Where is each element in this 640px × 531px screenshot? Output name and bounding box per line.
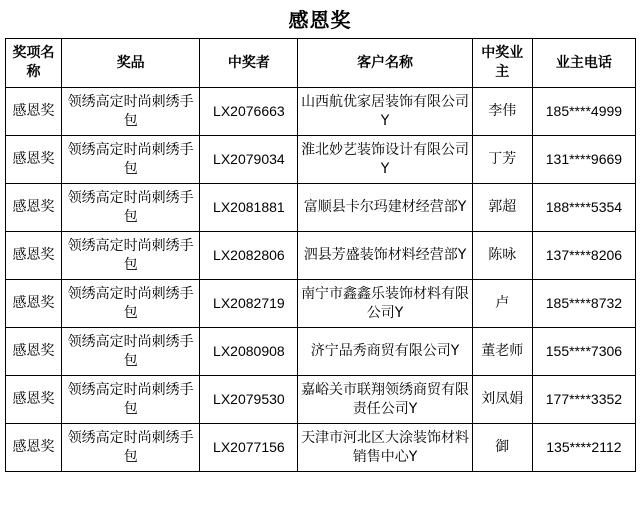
cell-award: 感恩奖	[6, 424, 62, 472]
cell-owner: 董老师	[472, 328, 532, 376]
cell-customer: 山西航优家居装饰有限公司Y	[298, 88, 472, 136]
award-table	[5, 38, 636, 472]
cell-award: 感恩奖	[6, 280, 62, 328]
page-title: 感恩奖	[288, 8, 352, 32]
cell-phone: 135****2112	[532, 424, 635, 472]
header-prize: 奖品	[62, 39, 200, 88]
cell-prize: 领绣高定时尚刺绣手包	[62, 232, 200, 280]
cell-owner: 李伟	[472, 88, 532, 136]
cell-award: 感恩奖	[6, 136, 62, 184]
header-winner-code: 中奖者	[200, 39, 298, 88]
cell-customer: 淮北妙艺装饰设计有限公司Y	[298, 136, 472, 184]
cell-phone: 185****8732	[532, 280, 635, 328]
cell-phone: 137****8206	[532, 232, 635, 280]
header-award-name: 奖项名称	[6, 39, 62, 88]
table-row	[6, 232, 636, 280]
cell-owner: 刘凤娟	[472, 376, 532, 424]
table-row	[6, 136, 636, 184]
table-row	[6, 328, 636, 376]
cell-code: LX2080908	[200, 328, 298, 376]
cell-award: 感恩奖	[6, 88, 62, 136]
cell-code: LX2081881	[200, 184, 298, 232]
cell-prize: 领绣高定时尚刺绣手包	[62, 280, 200, 328]
cell-code: LX2077156	[200, 424, 298, 472]
cell-phone: 131****9669	[532, 136, 635, 184]
cell-prize: 领绣高定时尚刺绣手包	[62, 88, 200, 136]
cell-customer: 富顺县卡尔玛建材经营部Y	[298, 184, 472, 232]
cell-owner: 丁芳	[472, 136, 532, 184]
cell-award: 感恩奖	[6, 328, 62, 376]
cell-customer: 天津市河北区大涂装饰材料销售中心Y	[298, 424, 472, 472]
table-row	[6, 280, 636, 328]
cell-prize: 领绣高定时尚刺绣手包	[62, 184, 200, 232]
cell-phone: 185****4999	[532, 88, 635, 136]
cell-phone: 188****5354	[532, 184, 635, 232]
header-owner: 中奖业主	[472, 39, 532, 88]
cell-award: 感恩奖	[6, 376, 62, 424]
cell-code: LX2076663	[200, 88, 298, 136]
cell-award: 感恩奖	[6, 232, 62, 280]
cell-owner: 卢	[472, 280, 532, 328]
cell-owner: 御	[472, 424, 532, 472]
cell-code: LX2082806	[200, 232, 298, 280]
cell-prize: 领绣高定时尚刺绣手包	[62, 376, 200, 424]
cell-customer: 泗县芳盛装饰材料经营部Y	[298, 232, 472, 280]
cell-customer: 嘉峪关市联翔领绣商贸有限责任公司Y	[298, 376, 472, 424]
table-header-row	[6, 39, 636, 88]
cell-customer: 南宁市鑫鑫乐装饰材料有限公司Y	[298, 280, 472, 328]
header-customer-name: 客户名称	[298, 39, 472, 88]
cell-customer: 济宁品秀商贸有限公司Y	[298, 328, 472, 376]
table-row	[6, 376, 636, 424]
cell-prize: 领绣高定时尚刺绣手包	[62, 328, 200, 376]
table-row	[6, 88, 636, 136]
cell-code: LX2082719	[200, 280, 298, 328]
cell-code: LX2079034	[200, 136, 298, 184]
cell-phone: 155****7306	[532, 328, 635, 376]
table-row	[6, 424, 636, 472]
cell-phone: 177****3352	[532, 376, 635, 424]
cell-prize: 领绣高定时尚刺绣手包	[62, 424, 200, 472]
header-phone: 业主电话	[532, 39, 635, 88]
cell-owner: 郭超	[472, 184, 532, 232]
cell-award: 感恩奖	[6, 184, 62, 232]
cell-code: LX2079530	[200, 376, 298, 424]
table-row	[6, 184, 636, 232]
cell-prize: 领绣高定时尚刺绣手包	[62, 136, 200, 184]
cell-owner: 陈咏	[472, 232, 532, 280]
